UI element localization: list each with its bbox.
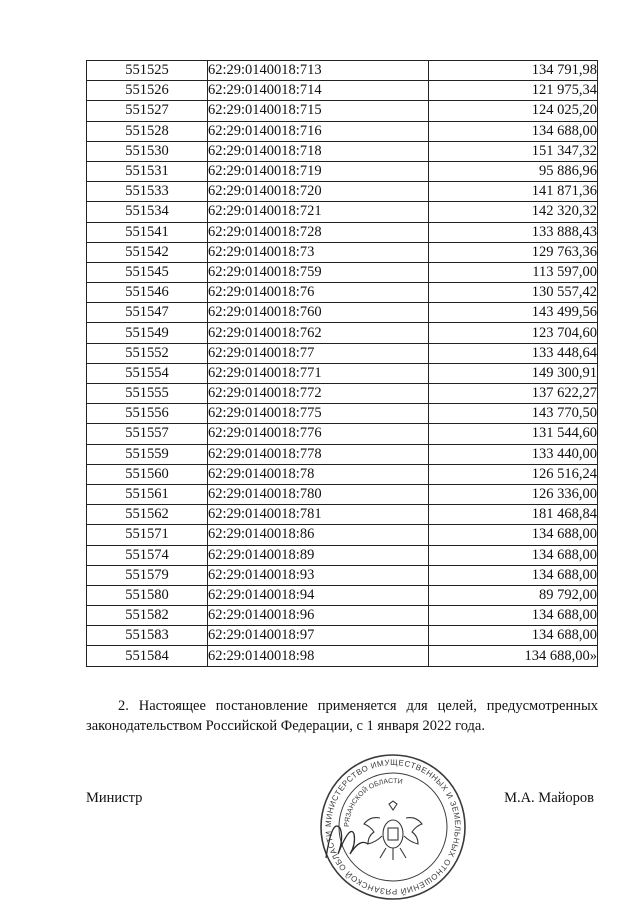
cadastral-value-cell: 113 597,00 — [429, 262, 598, 282]
table-row — [87, 384, 598, 404]
cadastral-value-cell: 133 448,64 — [429, 343, 598, 363]
cadastral-number-cell: 62:29:0140018:716 — [208, 121, 429, 141]
parcel-number-cell: 551530 — [87, 141, 208, 161]
parcel-number-cell: 551545 — [87, 262, 208, 282]
table-row — [87, 81, 598, 101]
seal-inner-text: РЯЗАНСКОЙ ОБЛАСТИ — [343, 777, 404, 828]
cadastral-number-cell: 62:29:0140018:89 — [208, 545, 429, 565]
table-row — [87, 585, 598, 605]
table-row — [87, 484, 598, 504]
cadastral-value-cell: 137 622,27 — [429, 384, 598, 404]
parcel-number-cell: 551525 — [87, 61, 208, 81]
cadastral-value-cell: 141 871,36 — [429, 182, 598, 202]
cadastral-value-cell: 123 704,60 — [429, 323, 598, 343]
cadastral-value-cell: 149 300,91 — [429, 363, 598, 383]
cadastral-value-cell: 134 688,00 — [429, 606, 598, 626]
parcel-number-cell: 551560 — [87, 464, 208, 484]
cadastral-number-cell: 62:29:0140018:718 — [208, 141, 429, 161]
cadastral-value-cell: 129 763,36 — [429, 242, 598, 262]
table-row — [87, 444, 598, 464]
parcel-number-cell: 551547 — [87, 303, 208, 323]
cadastral-number-cell: 62:29:0140018:721 — [208, 202, 429, 222]
cadastral-number-cell: 62:29:0140018:781 — [208, 505, 429, 525]
cadastral-value-cell: 134 688,00 — [429, 545, 598, 565]
parcel-number-cell: 551561 — [87, 484, 208, 504]
table-row — [87, 222, 598, 242]
table-row — [87, 182, 598, 202]
table-row — [87, 545, 598, 565]
cadastral-number-cell: 62:29:0140018:77 — [208, 343, 429, 363]
cadastral-number-cell: 62:29:0140018:720 — [208, 182, 429, 202]
parcel-number-cell: 551579 — [87, 565, 208, 585]
official-seal-stamp — [318, 752, 468, 902]
table-row — [87, 202, 598, 222]
table-row — [87, 606, 598, 626]
cadastral-number-cell: 62:29:0140018:778 — [208, 444, 429, 464]
table-row — [87, 323, 598, 343]
cadastral-number-cell: 62:29:0140018:96 — [208, 606, 429, 626]
cadastral-number-cell: 62:29:0140018:86 — [208, 525, 429, 545]
cadastral-value-cell: 133 888,43 — [429, 222, 598, 242]
parcel-number-cell: 551552 — [87, 343, 208, 363]
parcel-number-cell: 551574 — [87, 545, 208, 565]
parcel-number-cell: 551526 — [87, 81, 208, 101]
parcel-number-cell: 551528 — [87, 121, 208, 141]
svg-text:МИНИСТЕРСТВО ИМУЩЕСТВЕННЫХ И З — [324, 758, 462, 896]
cadastral-value-cell: 151 347,32 — [429, 141, 598, 161]
coat-of-arms-eagle-icon — [364, 801, 422, 860]
table-row — [87, 343, 598, 363]
cadastral-number-cell: 62:29:0140018:78 — [208, 464, 429, 484]
cadastral-number-cell: 62:29:0140018:760 — [208, 303, 429, 323]
table-row — [87, 525, 598, 545]
parcel-number-cell: 551559 — [87, 444, 208, 464]
cadastral-number-cell: 62:29:0140018:728 — [208, 222, 429, 242]
cadastral-value-cell: 131 544,60 — [429, 424, 598, 444]
table-row — [87, 101, 598, 121]
cadastral-value-cell: 134 688,00 — [429, 121, 598, 141]
parcel-number-cell: 551527 — [87, 101, 208, 121]
parcel-number-cell: 551531 — [87, 161, 208, 181]
table-row — [87, 464, 598, 484]
cadastral-value-cell: 142 320,32 — [429, 202, 598, 222]
cadastral-value-cell: 133 440,00 — [429, 444, 598, 464]
cadastral-number-cell: 62:29:0140018:73 — [208, 242, 429, 262]
cadastral-number-cell: 62:29:0140018:713 — [208, 61, 429, 81]
cadastral-number-cell: 62:29:0140018:98 — [208, 646, 429, 666]
table-row — [87, 565, 598, 585]
table-row — [87, 262, 598, 282]
cadastral-value-cell: 121 975,34 — [429, 81, 598, 101]
table-row — [87, 363, 598, 383]
parcel-number-cell: 551549 — [87, 323, 208, 343]
cadastral-number-cell: 62:29:0140018:715 — [208, 101, 429, 121]
paragraph-text: 2. Настоящее постановление применяется для целей, предусмотренных законодательством Российской Федерации, с 1 января 2022 года. — [86, 698, 598, 734]
cadastral-number-cell: 62:29:0140018:719 — [208, 161, 429, 181]
cadastral-value-cell: 130 557,42 — [429, 283, 598, 303]
parcel-number-cell: 551571 — [87, 525, 208, 545]
cadastral-number-cell: 62:29:0140018:771 — [208, 363, 429, 383]
cadastral-number-cell: 62:29:0140018:93 — [208, 565, 429, 585]
cadastral-value-cell: 126 516,24 — [429, 464, 598, 484]
table-body — [87, 61, 598, 667]
seal-outer-text: МИНИСТЕРСТВО ИМУЩЕСТВЕННЫХ И ЗЕМЕЛЬНЫХ ОТНОШЕНИЙ РЯЗАНСКОЙ ОБЛАСТИ — [323, 757, 463, 897]
signature-position: Министр — [86, 790, 143, 806]
table-row — [87, 626, 598, 646]
parcel-number-cell: 551554 — [87, 363, 208, 383]
paragraph-2 — [86, 696, 598, 736]
cadastral-value-cell: 95 886,96 — [429, 161, 598, 181]
parcel-number-cell: 551583 — [87, 626, 208, 646]
table-row — [87, 303, 598, 323]
parcel-number-cell: 551557 — [87, 424, 208, 444]
cadastral-number-cell: 62:29:0140018:94 — [208, 585, 429, 605]
cadastral-value-cell: 134 791,98 — [429, 61, 598, 81]
table-row — [87, 242, 598, 262]
signature-name: М.А. Майоров — [504, 790, 594, 806]
parcel-number-cell: 551580 — [87, 585, 208, 605]
parcel-number-cell: 551562 — [87, 505, 208, 525]
cadastral-number-cell: 62:29:0140018:714 — [208, 81, 429, 101]
cadastral-number-cell: 62:29:0140018:759 — [208, 262, 429, 282]
cadastral-value-cell: 134 688,00» — [429, 646, 598, 666]
parcel-number-cell: 551582 — [87, 606, 208, 626]
parcel-number-cell: 551556 — [87, 404, 208, 424]
cadastral-number-cell: 62:29:0140018:776 — [208, 424, 429, 444]
cadastral-value-cell: 134 688,00 — [429, 626, 598, 646]
table-row — [87, 61, 598, 81]
cadastral-value-cell: 124 025,20 — [429, 101, 598, 121]
parcel-number-cell: 551533 — [87, 182, 208, 202]
cadastral-value-cell: 126 336,00 — [429, 484, 598, 504]
table-row — [87, 424, 598, 444]
cadastral-number-cell: 62:29:0140018:780 — [208, 484, 429, 504]
parcel-number-cell: 551555 — [87, 384, 208, 404]
cadastral-value-cell: 134 688,00 — [429, 525, 598, 545]
cadastral-number-cell: 62:29:0140018:775 — [208, 404, 429, 424]
parcel-number-cell: 551542 — [87, 242, 208, 262]
cadastral-value-cell: 143 499,56 — [429, 303, 598, 323]
cadastral-value-cell: 89 792,00 — [429, 585, 598, 605]
parcel-number-cell: 551541 — [87, 222, 208, 242]
table-row — [87, 646, 598, 666]
parcel-number-cell: 551546 — [87, 283, 208, 303]
cadastral-number-cell: 62:29:0140018:97 — [208, 626, 429, 646]
cadastral-value-table — [86, 60, 598, 667]
table-row — [87, 121, 598, 141]
table-row — [87, 141, 598, 161]
cadastral-value-cell: 134 688,00 — [429, 565, 598, 585]
cadastral-value-cell: 143 770,50 — [429, 404, 598, 424]
cadastral-value-cell: 181 468,84 — [429, 505, 598, 525]
table-row — [87, 161, 598, 181]
cadastral-number-cell: 62:29:0140018:772 — [208, 384, 429, 404]
table-row — [87, 283, 598, 303]
table-row — [87, 505, 598, 525]
cadastral-number-cell: 62:29:0140018:76 — [208, 283, 429, 303]
table-row — [87, 404, 598, 424]
parcel-number-cell: 551534 — [87, 202, 208, 222]
cadastral-number-cell: 62:29:0140018:762 — [208, 323, 429, 343]
parcel-number-cell: 551584 — [87, 646, 208, 666]
